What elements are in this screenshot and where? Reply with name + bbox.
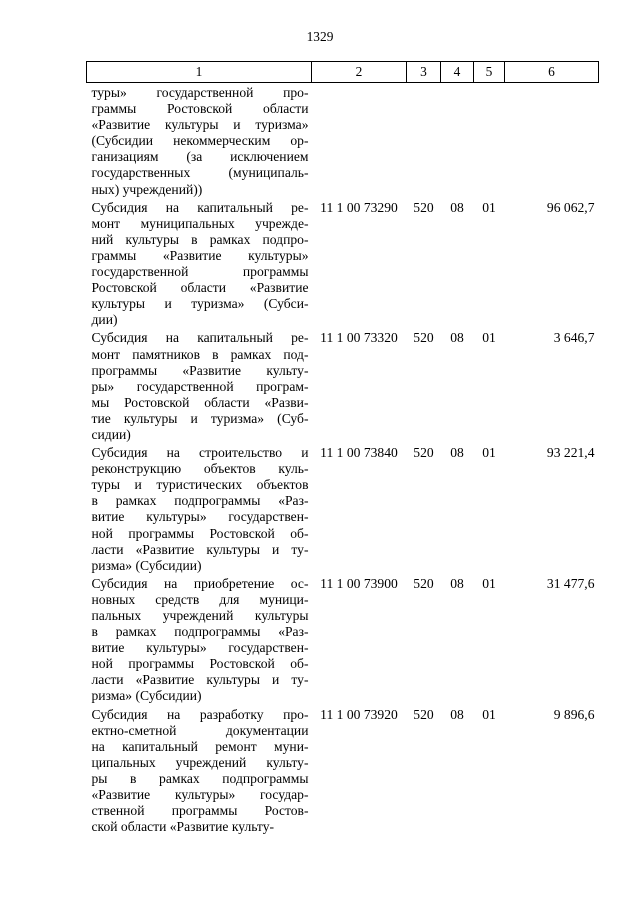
description-line: реконструкцию объектов куль- bbox=[91, 461, 309, 477]
description-line: ризма» (Субсидии) bbox=[91, 688, 202, 704]
row-col-5: 01 bbox=[482, 575, 496, 591]
description-line: ганизациям (за исключением bbox=[91, 149, 309, 165]
row-col-5 bbox=[474, 83, 505, 198]
description-line: Субсидия на приобретение ос- bbox=[91, 575, 309, 591]
row-description bbox=[87, 328, 312, 443]
description-line: монт памятников в рамках под- bbox=[91, 346, 309, 362]
row-col-4: 08 bbox=[450, 445, 464, 461]
budget-table bbox=[86, 61, 599, 835]
row-col-3: 520 bbox=[413, 445, 434, 461]
description-line: сидии) bbox=[91, 426, 131, 442]
description-line: в рамках подпрограммы «Раз- bbox=[91, 493, 309, 509]
table-row bbox=[87, 443, 599, 574]
header-col-2: 2 bbox=[312, 62, 407, 83]
description-line: Субсидия на строительство и bbox=[91, 445, 309, 461]
header-col-1: 1 bbox=[87, 62, 312, 83]
row-col-4: 08 bbox=[450, 199, 464, 215]
row-description bbox=[87, 574, 312, 705]
description-line: туры» государственной про- bbox=[91, 85, 309, 100]
row-col-3: 520 bbox=[413, 706, 434, 722]
description-line: ной программы Ростовской об- bbox=[91, 525, 309, 541]
row-description bbox=[87, 705, 312, 836]
description-line: на капитальный ремонт муни- bbox=[91, 738, 309, 754]
description-line: Субсидия на капитальный ре- bbox=[91, 330, 309, 346]
description-line: ласти «Развитие культуры и ту- bbox=[91, 541, 309, 557]
description-line: государственной программы bbox=[91, 264, 309, 280]
row-amount: 3 646,7 bbox=[553, 330, 595, 346]
description-line: (Субсидии некоммерческим ор- bbox=[91, 133, 309, 149]
description-line: ской области «Развитие культу- bbox=[91, 819, 275, 835]
description-line: культуры и туризма» (Субси- bbox=[91, 296, 309, 312]
row-description bbox=[87, 443, 312, 574]
description-line: новных средств для муници- bbox=[91, 591, 309, 607]
header-col-4: 4 bbox=[441, 62, 474, 83]
row-col-4 bbox=[441, 83, 474, 198]
description-line: «Развитие культуры» государ- bbox=[91, 787, 309, 803]
description-line: ных) учреждений)) bbox=[91, 181, 203, 197]
description-line: витие культуры» государствен- bbox=[91, 509, 309, 525]
row-col-4: 08 bbox=[450, 575, 464, 591]
description-line: ципальных учреждений культу- bbox=[91, 754, 309, 770]
row-col-4: 08 bbox=[450, 706, 464, 722]
row-amount: 31 477,6 bbox=[546, 575, 595, 591]
description-line: пальных учреждений культуры bbox=[91, 608, 309, 623]
table-header-row bbox=[87, 62, 599, 83]
row-code: 11 1 00 73920 bbox=[320, 706, 398, 722]
row-col-4: 08 bbox=[450, 330, 464, 346]
row-code bbox=[312, 83, 407, 198]
description-line: тие культуры и туризма» (Суб- bbox=[91, 410, 309, 426]
table-row bbox=[87, 198, 599, 329]
description-line: граммы «Развитие культуры» bbox=[91, 247, 309, 263]
row-col-3: 520 bbox=[413, 199, 434, 215]
table-row bbox=[87, 328, 599, 443]
description-line: программы «Развитие культу- bbox=[91, 362, 309, 378]
row-col-3: 520 bbox=[413, 330, 434, 346]
row-amount: 9 896,6 bbox=[553, 706, 595, 722]
table-body bbox=[87, 83, 599, 836]
page-number: 1329 bbox=[306, 29, 334, 44]
description-line: мы Ростовской области «Разви- bbox=[91, 394, 309, 410]
row-description bbox=[87, 83, 312, 198]
row-col-5: 01 bbox=[482, 330, 496, 346]
header-col-6: 6 bbox=[505, 62, 599, 83]
row-code: 11 1 00 73900 bbox=[320, 575, 398, 591]
description-line: ектно-сметной документации bbox=[91, 722, 309, 738]
description-line: монт муниципальных учрежде- bbox=[91, 215, 309, 231]
description-line: Субсидия на капитальный ре- bbox=[91, 199, 309, 215]
description-line: Ростовской области «Развитие bbox=[91, 280, 309, 296]
table-row bbox=[87, 574, 599, 705]
description-line: туры и туристических объектов bbox=[91, 477, 309, 493]
row-col-3 bbox=[407, 83, 441, 198]
description-line: ласти «Развитие культуры и ту- bbox=[91, 672, 309, 688]
row-col-5: 01 bbox=[482, 445, 496, 461]
description-line: витие культуры» государствен- bbox=[91, 640, 309, 656]
row-code: 11 1 00 73320 bbox=[320, 330, 398, 346]
description-line: в рамках подпрограммы «Раз- bbox=[91, 624, 309, 640]
header-col-5: 5 bbox=[474, 62, 505, 83]
header-col-3: 3 bbox=[407, 62, 441, 83]
description-line: граммы Ростовской области bbox=[91, 101, 309, 117]
row-col-3: 520 bbox=[413, 575, 434, 591]
row-code: 11 1 00 73840 bbox=[320, 445, 398, 461]
description-line: ний культуры в рамках подпро- bbox=[91, 231, 309, 247]
description-line: ной программы Ростовской об- bbox=[91, 656, 309, 672]
description-line: «Развитие культуры и туризма» bbox=[91, 117, 309, 133]
row-amount: 96 062,7 bbox=[546, 199, 595, 215]
row-amount bbox=[505, 83, 599, 198]
row-code: 11 1 00 73290 bbox=[320, 199, 398, 215]
table-row bbox=[87, 83, 599, 198]
description-line: дии) bbox=[91, 312, 118, 328]
row-description bbox=[87, 198, 312, 329]
row-amount: 93 221,4 bbox=[546, 445, 595, 461]
description-line: ризма» (Субсидии) bbox=[91, 557, 202, 573]
row-col-5: 01 bbox=[482, 706, 496, 722]
description-line: ры» государственной програм- bbox=[91, 378, 309, 394]
description-line: ры в рамках подпрограммы bbox=[91, 770, 309, 786]
table-row bbox=[87, 705, 599, 836]
description-line: ственной программы Ростов- bbox=[91, 803, 309, 819]
description-line: государственных (муниципаль- bbox=[91, 165, 309, 181]
row-col-5: 01 bbox=[482, 199, 496, 215]
description-line: Субсидия на разработку про- bbox=[91, 706, 309, 722]
